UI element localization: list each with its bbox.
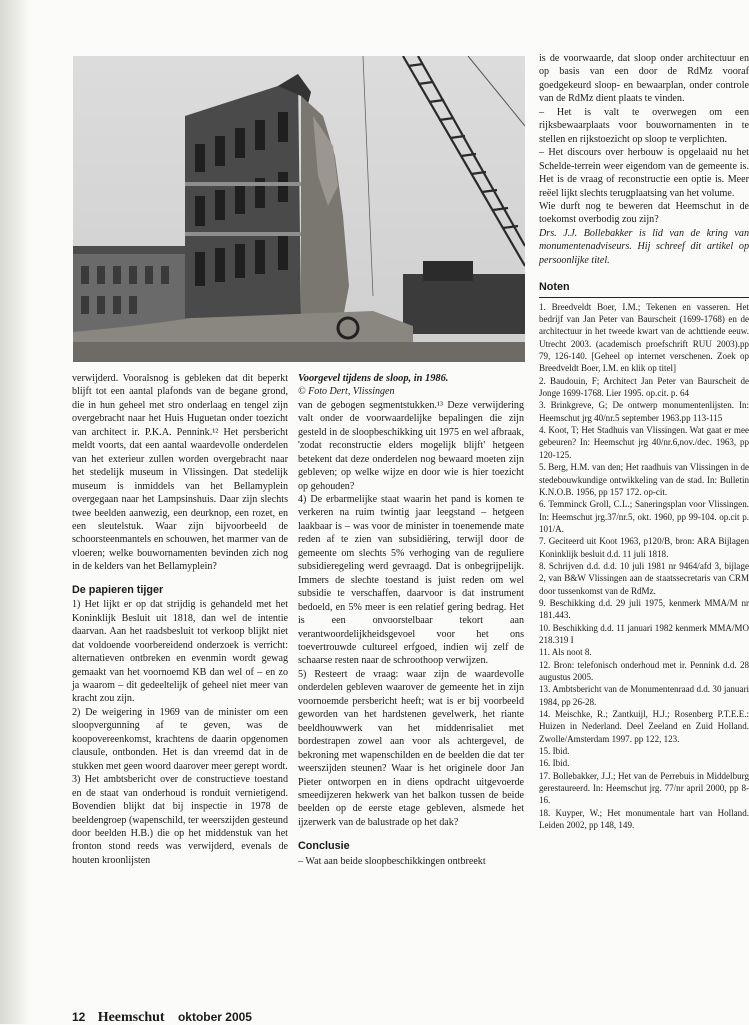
- section-heading-papieren-tijger: De papieren tijger: [72, 583, 164, 596]
- body-paragraph: Wie durft nog te beweren dat Heemschut in de toekomst overbodig zou zijn?: [539, 200, 749, 226]
- note-item: 16. Ibid.: [539, 758, 570, 769]
- body-paragraph: van de gebogen segmentstukken.¹³ Deze verwijdering valt onder de voorwaardelijke bepalingen die zijn gesteld in de sloopbeschikking uit 1975 en wel afbraak, 'zodat reconstructie elders mogelijk blijft' hetgeen betekent dat deze onderdelen nog bewaard moeten zijn gebleven; op welke wijze en door wie is hier toezicht op gehouden?: [298, 399, 524, 492]
- note-item: 6. Temminck Groll, C.L.; Saneringsplan voor Vlissingen. In: Heemschut jrg.37/nr.5, okt. 1960, pp 99-104. op.cit p. 101/A.: [539, 499, 749, 534]
- issue-date: oktober 2005: [177, 1010, 252, 1024]
- note-item: 8. Schrijven d.d. d.d. 10 juli 1981 nr 9464/afd 3, bijlage 2, van B&W Vlissingen aan de staatssecretaris van CRM door tussenkomst van de RdMz.: [539, 560, 749, 596]
- note-item: 1. Breedveldt Boer, I.M.; Tekenen en vasseren. Het bedrijf van Jan Peter van Baurscheit (1699-1768) en de architectuur in het tweede kwart van de achttiende eeuw. Utrecht 2003. (academisch proefschrift RUU 2003).pp 79, 126-140. [Geheel op internet verschenen. Zoek op Breedveldt Boer, I.M. en klik op titel]: [539, 301, 749, 374]
- note-item: 7. Geciteerd uit Koot 1963, p120/B, bron: ARA Bijlagen Koninklijk besluit d.d. 11 juli 1818.: [539, 536, 749, 559]
- body-paragraph: – Wat aan beide sloopbeschikkingen ontbreekt: [298, 855, 486, 867]
- body-paragraph: 3) Het ambtsbericht over de constructieve toestand en de staat van onderhoud is ronduit vernietigend. Bovendien blijkt dat bij inspectie in 1978 de beeldengroep (wapenschild, ter weerszijden gesteund door beelden H.B.) die op het middenstuk van het fronton stond reeds was verwijderd, evenals de houten kroonlijsten: [72, 774, 288, 866]
- body-paragraph: 1) Het lijkt er op dat strijdig is gehandeld met het Koninklijk Besluit uit 1818, dan wel de intentie daarvan. Aan het raadsbesluit tot verkoop blijkt niet dat voldoende voorbereidend onderzoek is verricht: alternatieven ontbreken en evenmin wordt gewag gemaakt van het voornoemd KB dan wel of – en zo ja waarom – dit gedeeltelijk of geheel niet meer van kracht zou zijn.: [72, 599, 288, 705]
- body-paragraph: – Het discours over herbouw is opgelaaid nu het Schelde-terrein weer eigendom van de gemeente is. Het is de vraag of reconstructie een optie is. Meer reëel lijkt slechts terugplaatsing van het volume.: [539, 147, 749, 199]
- note-item: 17. Bollebakker, J.J.; Het van de Perrebuis in Middelburg gerestaureerd. In: Heemschut jrg. 77/nr april 2000, pp 8-16.: [539, 770, 749, 806]
- body-paragraph: – Het is valt te overwegen om een rijksbewaarplaats voor bouwornamenten in te stellen en rijkstoezicht op sloop te verplichten.: [539, 106, 749, 145]
- note-item: 18. Kuyper, W.; Het monumentale hart van Holland. Leiden 2002, pp 148, 149.: [539, 807, 749, 831]
- text-column-right: [539, 52, 749, 831]
- note-item: 2. Baudouin, F; Architect Jan Peter van Baurscheit de Jonge 1699-1768. Lier 1995. op.cit. p. 64: [539, 375, 749, 399]
- notes-list: [539, 301, 749, 832]
- author-bio: Drs. J.J. Bollebakker is lid van de kring van monumentenadviseurs. Hij schreef dit artikel op persoonlijke titel.: [539, 227, 749, 266]
- photo-caption: Voorgevel tijdens de sloop, in 1986.: [298, 373, 449, 384]
- text-column-middle: [298, 372, 524, 868]
- section-heading-conclusie: Conclusie: [298, 840, 350, 853]
- note-item: 5. Berg, H.M. van den; Het raadhuis van Vlissingen in de stedebouwkundige ontwikkeling van de stad. In: Bulletin K.N.O.B. 1956, pp 157 172. op-cit.: [539, 462, 749, 497]
- note-item: 11. Als noot 8.: [539, 647, 592, 658]
- notes-heading: Noten: [539, 281, 570, 294]
- note-item: 9. Beschikking d.d. 29 juli 1975, kenmerk MMA/M nr 181.443.: [539, 597, 749, 621]
- photo-credit: © Foto Dert, Vlissingen: [298, 386, 395, 398]
- magazine-name: Heemschut: [97, 1010, 165, 1025]
- body-paragraph: is de voorwaarde, dat sloop onder architectuur en op basis van een door de RdMz vooraf goedgekeurd sloop- en bewaarplan, onder controle van de RdMz dient plaats te vinden.: [539, 53, 749, 105]
- note-item: 13. Ambtsbericht van de Monumentenraad d.d. 30 januari 1984, pp 26-28.: [539, 684, 749, 707]
- page-spine-shadow: [0, 0, 30, 1024]
- note-item: 10. Beschikking d.d. 11 januari 1982 kenmerk MMA/MO 218.319 I: [539, 622, 749, 645]
- body-paragraph: verwijderd. Vooralsnog is gebleken dat dit beperkt blijft tot een aantal plafonds van de begane grond, die in hun geheel met stro onderlaag en tengel zijn overgebracht naar het Huis Huguetan onder toezicht van architect ir. P.K.A. Pennink.¹² Het persbericht meldt voorts, dat een aantal waardevolle onderdelen van het exterieur zullen worden overgebracht naar het stedelijk museum in Vlissingen. Dat stedelijk museum is inmiddels van het Bellamyplein overgegaan naar het Lampsinshuis. Daar zijn slechts twee beelden aanwezig, een deurknop, een rozet, en een sleutelstuk. Waar zijn bijvoorbeeld de schoorsteenmantels en schouwen, het marmer van de vloeren; welke bouwornamenten bevinden zich nog in de kelders van het Bellamyplein?: [72, 373, 288, 573]
- note-item: 15. Ibid.: [539, 746, 570, 757]
- note-item: 12. Bron: telefonisch onderhoud met ir. Pennink d.d. 28 augustus 2005.: [539, 659, 749, 683]
- note-item: 14. Meischke, R.; Zantkuijl, H.J.; Rosenberg P.T.E.E.: Huizen in Nederland. Deel Zeeland en Zuid Holland. Zwolle/Amsterdam 1997. pp 122, 123.: [539, 709, 749, 744]
- note-item: 4. Koot, T; Het Stadhuis van Vlissingen. Wat gaat er mee gebeuren? In: Heemschut jrg 40/nr.6,nov./dec. 1963, pp 120-125.: [539, 425, 749, 460]
- page-footer: [72, 1010, 252, 1025]
- body-paragraph: 2) De weigering in 1969 van de minister om een sloopvergunning af te geven, was de koopovereenkomst, krachtens de daarin opgenomen clausule, ontbonden. Het is dan vreemd dat in de stukken met geen woord daarover meer gerept wordt.: [72, 706, 288, 772]
- text-column-left: [72, 372, 288, 867]
- demolition-photo: [73, 56, 525, 362]
- page-number: 12: [72, 1010, 86, 1024]
- note-item: 3. Brinkgreve, G; De ontwerp monumentenlijsten. In: Heemschut jrg 40/nr.5 september 1963.pp 113-115: [539, 400, 749, 423]
- body-paragraph: 4) De erbarmelijke staat waarin het pand is komen te verkeren na ruim twintig jaar leegstand – hetgeen laakbaar is – was voor de minister in toenemende mate reden af te zien van subsidiëring, terwijl door de gemeente om slechts 5% verhoging van de reguliere subsidieregeling werd gevraagd. Dat is onbegrijpelijk. Immers de slechte toestand is juist reden om wel subsidie te verschaffen, daarvoor is dat instrument bedoeld, en 5% meer is een relatief gering bedrag. Het is een onvoorstelbaar tekort aan verantwoordelijkheidsgevoel voor het ons toevertrouwde cultureel erfgoed, indien wij zelf de schaarse resten naar de schroothoop verwijzen.: [298, 493, 524, 667]
- notes-divider: [539, 297, 749, 298]
- body-paragraph: 5) Resteert de vraag: waar zijn de waardevolle onderdelen gebleven waarover de gemeente het in zijn voornoemde persbericht heeft; wat is er bij voorbeeld geworden van het hardstenen gevelwerk, het riante beeldhouwwerk van het middenrisaliet met bordestrapen zowel aan voor als achtergevel, de bekroning met wapenschilden en de beelden die dat ter weerszijden steunen? Waar is het originele door Jan Pieter ontworpen en in diens opdracht uitgevoerde smeedijzeren hekwerk van het balkon tussen de beide beelden op de eerste etage gebleven, alsmede het ijzerwerk van de balustrade op het dak?: [298, 668, 524, 828]
